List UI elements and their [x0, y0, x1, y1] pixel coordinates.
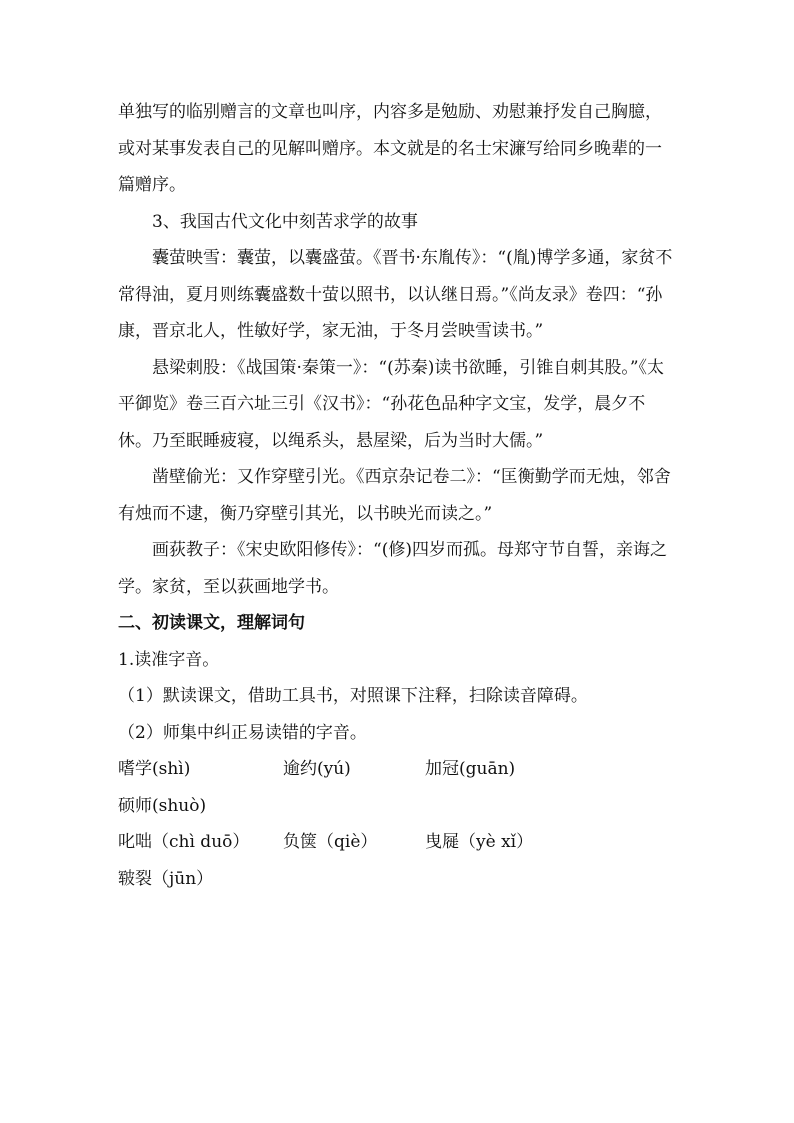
paragraph-nangying-yingxue: 囊萤映雪：囊萤，以囊盛萤。《晋书·东胤传》：“(胤)博学多通，家贫不常得油，夏月则练囊盛数十萤以照书，以认继日焉。”《尚友录》卷四：“孙康，晋京北人，性敏好学，家无油，于冬月尝映雪读书。” [118, 248, 673, 341]
pinyin-item: 加冠(guān) [425, 759, 516, 779]
pinyin-item: 嗜学(shì) [118, 759, 191, 779]
pinyin-item: 硕师(shuò) [118, 795, 207, 816]
document-body [118, 94, 678, 897]
substep-silent-reading: （1）默读课文，借助工具书，对照课下注释，扫除读音障碍。 [118, 686, 588, 706]
paragraph-huadi-jiaozi: 画荻教子：《宋史欧阳修传》：“(修)四岁而孤。母郑守节自誓，亲诲之学。家贫，至以荻画地学书。 [118, 540, 667, 597]
paragraph-preface-definition: 单独写的临别赠言的文章也叫序，内容多是勉励、劝慰兼抒发自己胸臆，或对某事发表自己的见解叫赠序。本文就是的名士宋濂写给同乡晚辈的一篇赠序。 [118, 102, 662, 195]
section-heading: 二、初读课文，理解词句 [118, 613, 305, 633]
paragraph-study-stories-heading: 3、我国古代文化中刻苦求学的故事 [152, 211, 418, 232]
pinyin-item: 曳屣（yè xǐ） [425, 832, 534, 852]
paragraph-xuanliang-cigu: 悬梁刺股：《战国策·秦策一》：“(苏秦)读书欲睡，引锥自刺其股。”《太平御览》卷三百六址三引《汉书》：“孙花色品种字文宝，发学，晨夕不休。乃至眠睡疲寝，以绳系头，悬屋梁，后为当时大儒。” [118, 357, 665, 451]
pinyin-item: 叱咄（chì duō） [118, 832, 250, 852]
pinyin-item: 逾约(yú) [283, 759, 351, 779]
paragraph-zaobi-touguang: 凿壁偷光：又作穿壁引光。《西京杂记卷二》：“匡衡勤学而无烛，邻舍有烛而不逮，衡乃穿壁引其光，以书映光而读之。” [118, 467, 671, 524]
substep-correct-pronunciation: （2）师集中纠正易读错的字音。 [118, 722, 367, 743]
pinyin-item: 皲裂（jūn） [118, 868, 214, 889]
pinyin-row-1 [118, 751, 678, 824]
pinyin-row-2 [118, 824, 678, 897]
pinyin-item: 负箧（qiè） [283, 832, 378, 852]
step-read-pronunciation: 1.读准字音。 [118, 649, 220, 670]
